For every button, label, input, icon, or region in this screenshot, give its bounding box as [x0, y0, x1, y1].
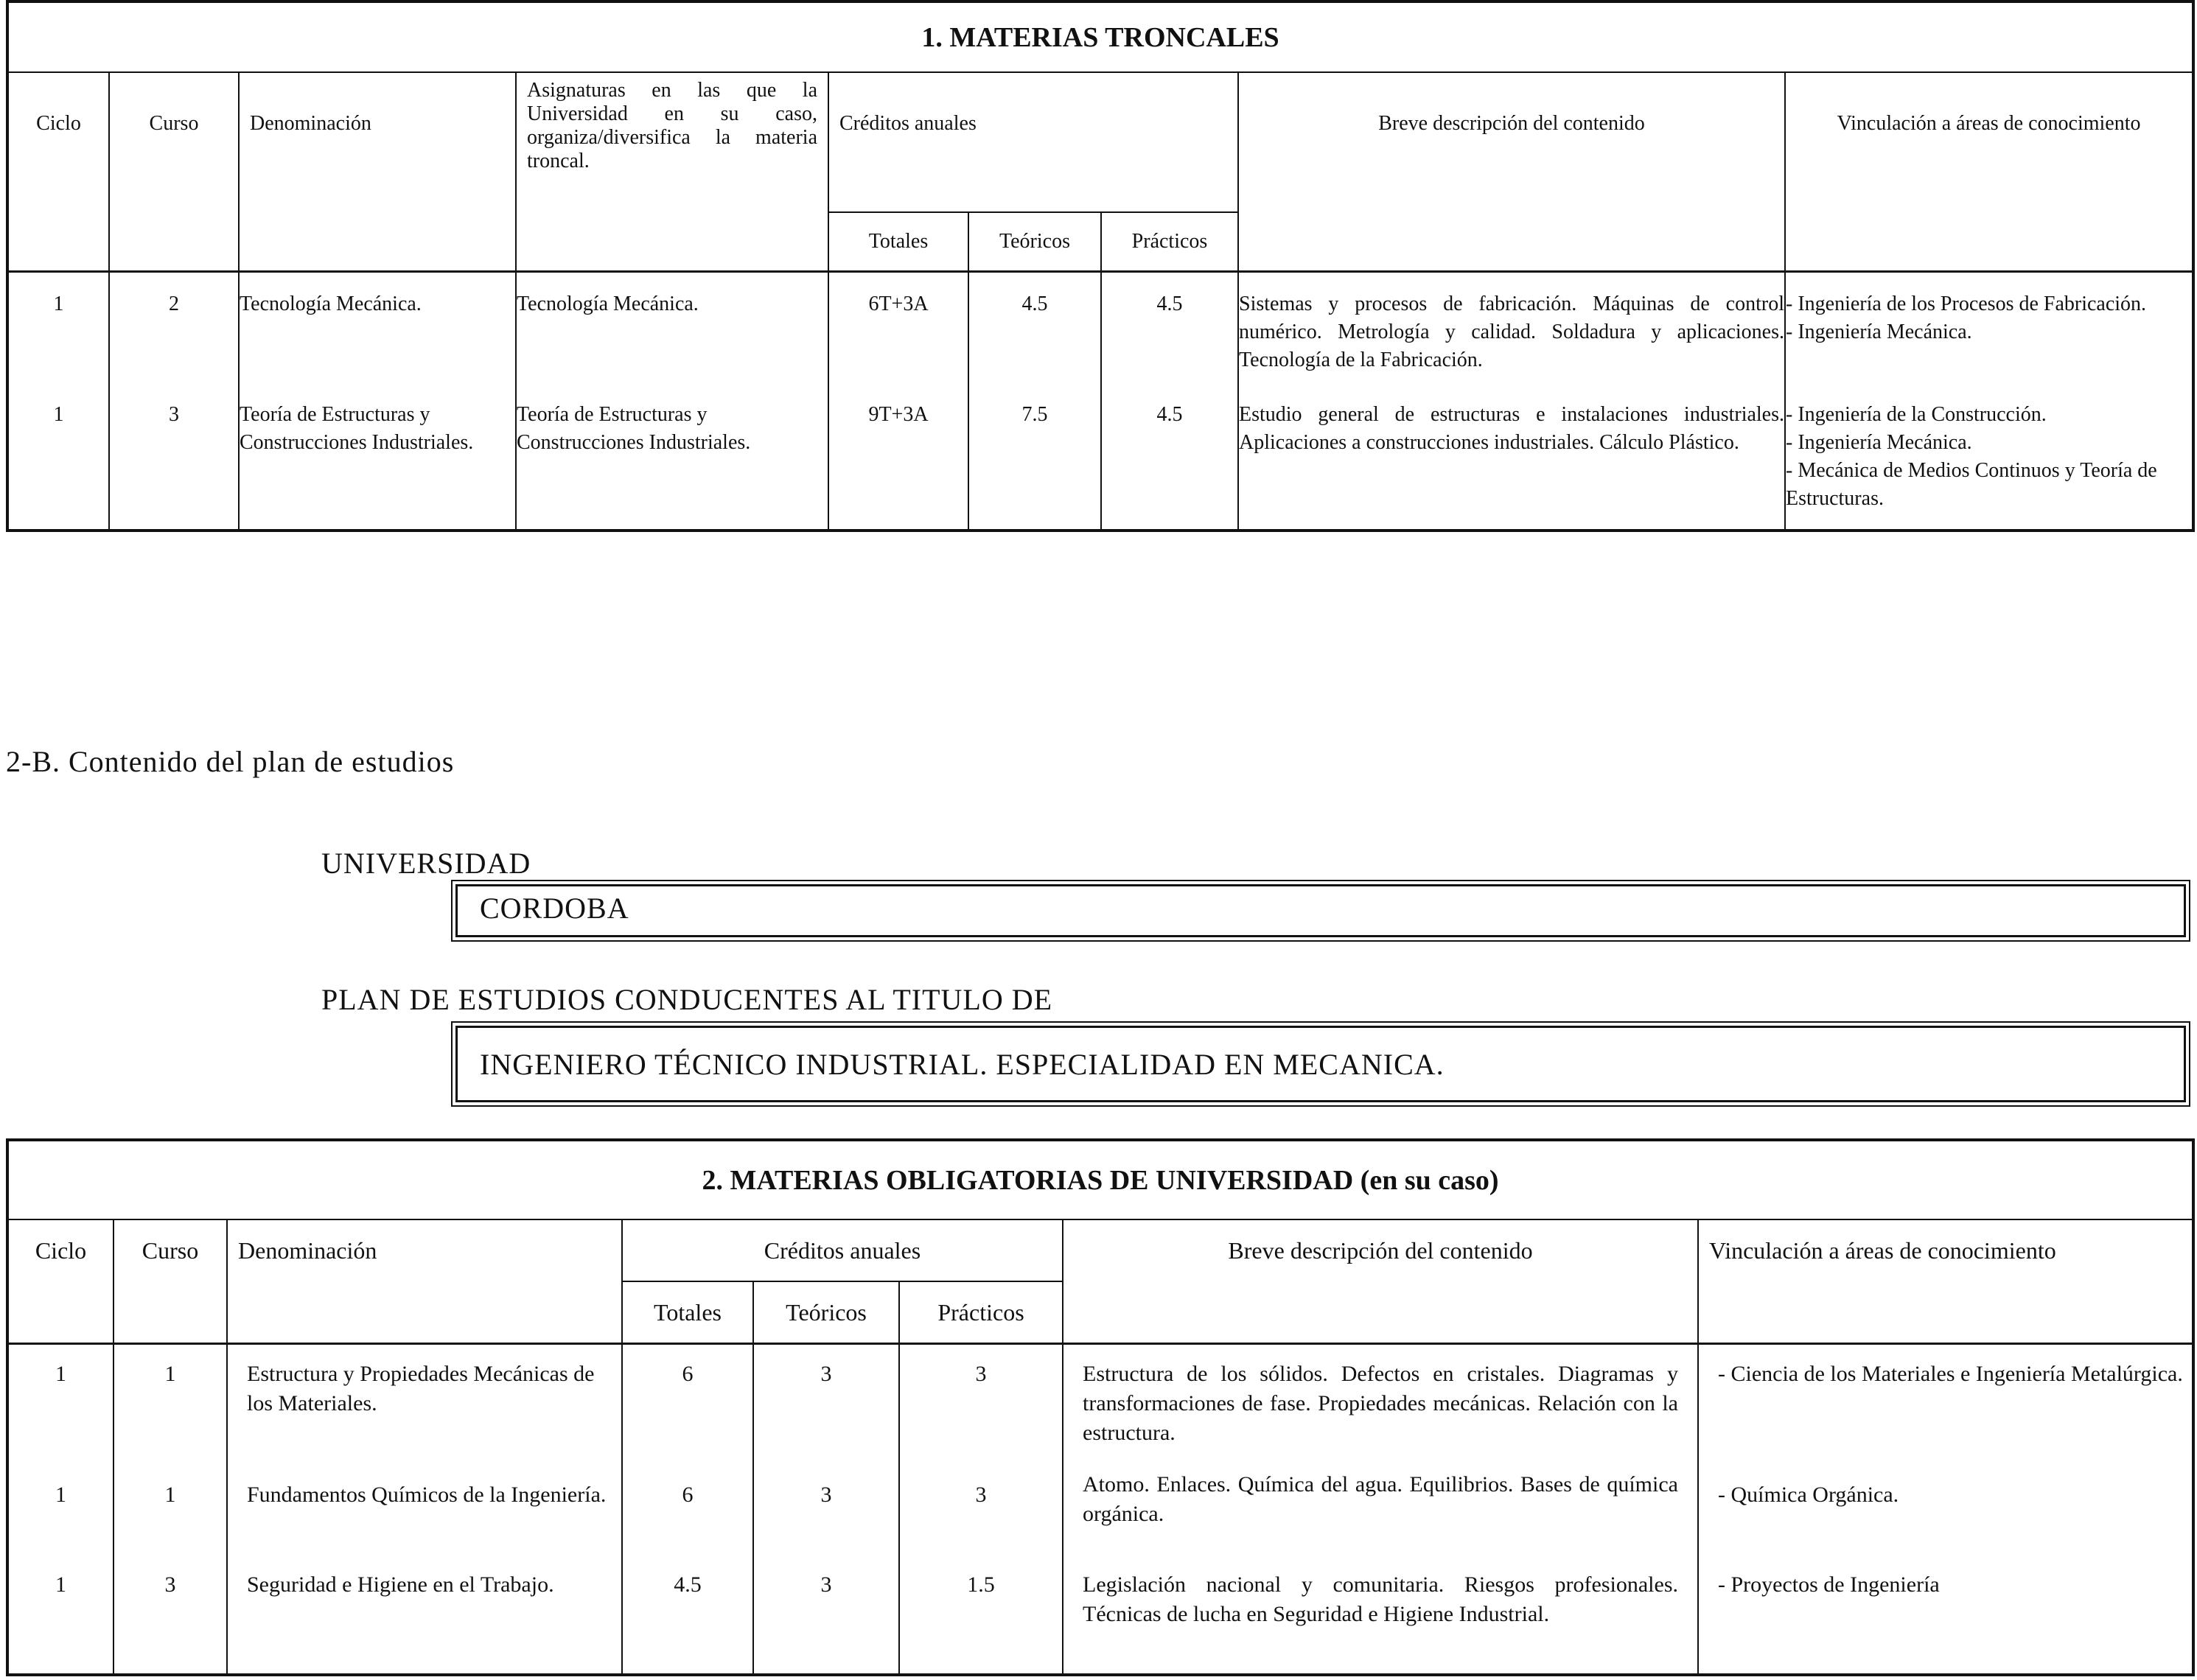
header-vinculacion: Vinculación a áreas de conocimiento	[1785, 72, 2193, 271]
descripcion-value: Sistemas y procesos de fabricación. Máquinas de control numérico. Metrología y calidad. Soldadura y aplicaciones. Tecnología de la Fabricación.	[1239, 292, 1784, 371]
table-row	[9, 1345, 113, 1470]
area-item: - Mecánica de Medios Continuos y Teoría de Estructuras.	[1786, 458, 2157, 510]
teoricos-value: 4.5	[1021, 292, 1048, 315]
area-item: - Ingeniería Mecánica.	[1786, 430, 1972, 454]
header-denominacion: Denominación	[239, 72, 516, 271]
header-descripcion: Breve descripción del contenido	[1238, 72, 1785, 271]
plan-box	[455, 1026, 2186, 1102]
curso-value: 1	[164, 1361, 176, 1386]
practicos-value: 3	[975, 1482, 987, 1507]
teoricos-value: 3	[820, 1482, 832, 1507]
practicos-value: 4.5	[1156, 402, 1183, 426]
ciclo-value: 1	[53, 292, 64, 315]
header-totales: Totales	[828, 212, 968, 271]
area-item: - Ingeniería de la Construcción.	[1786, 402, 2047, 426]
header-creditos: Créditos anuales	[828, 72, 1238, 212]
totales-value: 6	[682, 1361, 694, 1386]
ciclo-value: 1	[53, 402, 64, 426]
universidad-label: UNIVERSIDAD	[321, 847, 531, 880]
area-item: - Ingeniería Mecánica.	[1786, 320, 1972, 343]
denominacion-value: Fundamentos Químicos de la Ingeniería.	[247, 1482, 607, 1507]
header-denominacion: Denominación	[227, 1219, 622, 1343]
totales-value: 6T+3A	[868, 292, 929, 315]
descripcion-value: Estudio general de estructuras e instalaciones industriales. Aplicaciones a construcciones industriales. Cálculo Plástico.	[1239, 402, 1784, 454]
asignaturas-value: Teoría de Estructuras y Construcciones Industriales.	[517, 402, 751, 454]
curso-value: 3	[164, 1572, 176, 1597]
header-teoricos: Teóricos	[968, 212, 1101, 271]
descripcion-value: Legislación nacional y comunitaria. Riesgos profesionales. Técnicas de lucha en Seguridad e Higiene Industrial.	[1083, 1572, 1678, 1626]
totales-value: 6	[682, 1482, 694, 1507]
header-curso: Curso	[113, 1219, 227, 1343]
curso-value: 2	[169, 292, 179, 315]
troncales-table	[6, 0, 2195, 532]
universidad-box	[455, 884, 2186, 937]
header-descripcion: Breve descripción del contenido	[1063, 1219, 1698, 1343]
area-item: - Ciencia de los Materiales e Ingeniería Metalúrgica.	[1718, 1361, 2183, 1386]
universidad-value: CORDOBA	[480, 892, 629, 925]
totales-value: 9T+3A	[868, 402, 929, 426]
header-totales: Totales	[622, 1281, 753, 1343]
practicos-value: 1.5	[967, 1572, 995, 1597]
area-item: - Ingeniería de los Procesos de Fabricación.	[1786, 292, 2147, 315]
practicos-value: 4.5	[1156, 292, 1183, 315]
area-item: - Química Orgánica.	[1718, 1482, 1899, 1507]
header-practicos: Prácticos	[1101, 212, 1238, 271]
teoricos-value: 3	[820, 1572, 832, 1597]
header-creditos: Créditos anuales	[622, 1219, 1063, 1281]
denominacion-value: Tecnología Mecánica.	[240, 292, 422, 315]
denominacion-value: Seguridad e Higiene en el Trabajo.	[247, 1572, 554, 1597]
header-asignaturas: Asignaturas en las que la Universidad en su caso, organiza/diversifica la materia troncal.	[516, 72, 828, 271]
totales-value: 4.5	[674, 1572, 702, 1597]
descripcion-value: Estructura de los sólidos. Defectos en cristales. Diagramas y transformaciones de fase. Propiedades mecánicas. Relación con la estructura.	[1083, 1361, 1678, 1445]
curso-value: 1	[164, 1482, 176, 1507]
denominacion-value: Estructura y Propiedades Mecánicas de los Materiales.	[247, 1361, 595, 1415]
ciclo-value: 1	[55, 1361, 66, 1386]
header-ciclo: Ciclo	[7, 1219, 113, 1343]
header-vinculacion: Vinculación a áreas de conocimiento	[1698, 1219, 2193, 1343]
area-item: - Proyectos de Ingeniería	[1718, 1572, 1940, 1597]
curso-value: 3	[169, 402, 179, 426]
teoricos-value: 7.5	[1021, 402, 1048, 426]
plan-label: PLAN DE ESTUDIOS CONDUCENTES AL TITULO DE	[321, 983, 1053, 1016]
header-ciclo: Ciclo	[7, 72, 109, 271]
header-curso: Curso	[109, 72, 239, 271]
table1-title: 1. MATERIAS TRONCALES	[7, 1, 2193, 72]
teoricos-value: 3	[820, 1361, 832, 1386]
obligatorias-table	[6, 1138, 2195, 1676]
asignaturas-value: Tecnología Mecánica.	[517, 292, 699, 315]
ciclo-value: 1	[55, 1482, 66, 1507]
table-row	[9, 273, 108, 401]
header-teoricos: Teóricos	[753, 1281, 899, 1343]
table2-title: 2. MATERIAS OBLIGATORIAS DE UNIVERSIDAD (en su caso)	[7, 1140, 2193, 1219]
ciclo-value: 1	[55, 1572, 66, 1597]
section-heading: 2-B. Contenido del plan de estudios	[6, 745, 455, 778]
denominacion-value: Teoría de Estructuras y Construcciones Industriales.	[240, 402, 474, 454]
descripcion-value: Atomo. Enlaces. Química del agua. Equilibrios. Bases de química orgánica.	[1083, 1471, 1678, 1526]
header-practicos: Prácticos	[899, 1281, 1063, 1343]
practicos-value: 3	[975, 1361, 987, 1386]
plan-value: INGENIERO TÉCNICO INDUSTRIAL. ESPECIALIDAD EN MECANICA.	[480, 1048, 1445, 1081]
